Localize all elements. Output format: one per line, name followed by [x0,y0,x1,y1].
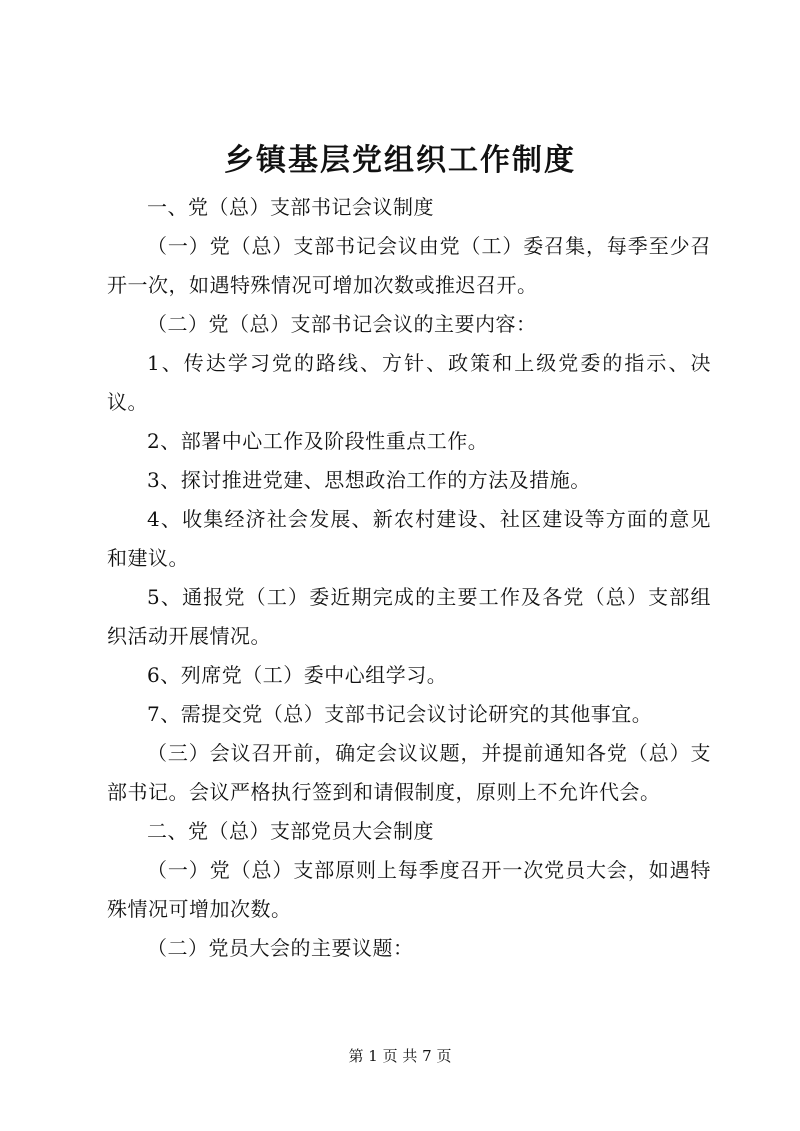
section-heading: 一、党（总）支部书记会议制度 [147,195,434,219]
paragraph: （一）党（总）支部书记会议由党（工）委召集，每季至少召开一次，如遇特殊情况可增加次数或推迟召开。 [107,234,711,297]
list-item: 7、需提交党（总）支部书记会议讨论研究的其他事宜。 [147,702,653,726]
paragraph: （二）党员大会的主要议题： [147,936,414,960]
list-item: 6、列席党（工）委中心组学习。 [147,663,448,687]
document-body [107,188,711,968]
paragraph: （一）党（总）支部原则上每季度召开一次党员大会，如遇特殊情况可增加次数。 [107,858,711,921]
list-item: 1、传达学习党的路线、方针、政策和上级党委的指示、决议。 [107,351,711,414]
list-item: 2、部署中心工作及阶段性重点工作。 [147,429,489,453]
page-footer: 第 1 页 共 7 页 [348,1047,452,1065]
paragraph: （三）会议召开前，确定会议议题，并提前通知各党（总）支部书记。会议严格执行签到和请假制度，原则上不允许代会。 [107,741,711,804]
section-heading: 二、党（总）支部党员大会制度 [147,819,434,843]
paragraph: （二）党（总）支部书记会议的主要内容： [147,312,537,336]
list-item: 3、探讨推进党建、思想政治工作的方法及措施。 [147,468,591,492]
list-item: 5、通报党（工）委近期完成的主要工作及各党（总）支部组织活动开展情况。 [107,585,711,648]
list-item: 4、收集经济社会发展、新农村建设、社区建设等方面的意见和建议。 [107,507,711,570]
document-title: 乡镇基层党组织工作制度 [224,143,576,178]
